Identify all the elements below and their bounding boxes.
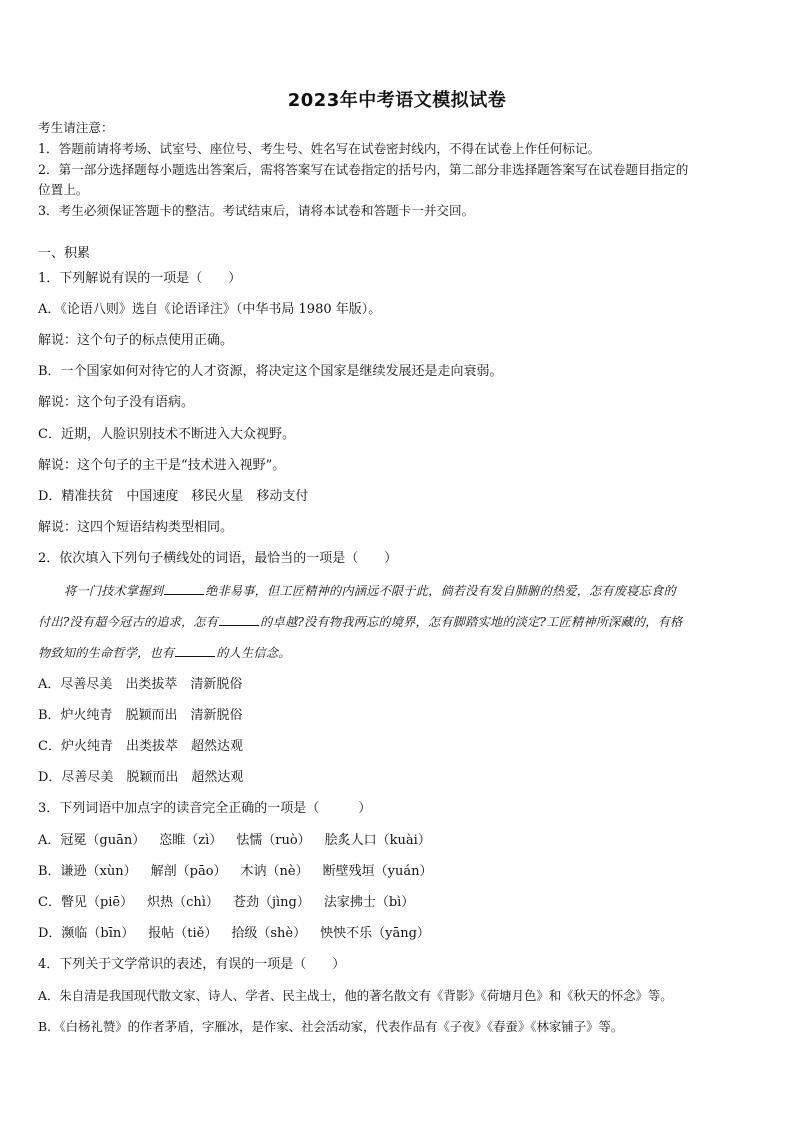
q1-note-c: 解说：这个句子的主干是“技术进入视野”。 — [38, 458, 286, 473]
q1-note-b: 解说：这个句子没有语病。 — [38, 395, 195, 410]
q3-word: 拾级（shè） — [231, 926, 307, 941]
q3-word: 恣睢（zì） — [159, 833, 223, 848]
q1-option-a: A．《论语八则》选自《论语译注》（中华书局 1980 年版）。 — [38, 302, 382, 317]
q1-stem: 1．下列解说有误的一项是（ ） — [38, 271, 242, 286]
q3-word: 法家拂士（bì） — [323, 895, 415, 910]
q2-option-a: A．尽善尽美 出类拔萃 清新脱俗 — [38, 677, 243, 692]
notice-item-1: 1．答题前请将考场、试室号、座位号、考生号、姓名写在试卷密封线内，不得在试卷上作任何标记。 — [38, 141, 601, 156]
q3-word: 报帖（tiě） — [148, 926, 218, 941]
answer-blank[interactable] — [175, 644, 215, 657]
q2-passage-line-2 — [38, 613, 682, 631]
q3-word: 怯懦（ruò） — [236, 833, 311, 848]
q2-passage-text: 的人生信念。 — [216, 646, 291, 660]
q3-word: 怏怏不乐（yāng） — [320, 926, 430, 941]
q3-word: A．冠冕（guān） — [38, 833, 146, 848]
q1-option-d: D．精准扶贫 中国速度 移民火星 移动支付 — [38, 489, 309, 504]
q2-passage-line-3 — [38, 644, 291, 662]
q3-option-a — [38, 832, 445, 850]
q2-option-d: D．尽善尽美 脱颖而出 超然达观 — [38, 770, 244, 785]
section-heading: 一、积累 — [38, 246, 91, 261]
q4-option-b: B．《白杨礼赞》的作者茅盾，字雁冰，是作家、社会活动家，代表作品有《子夜》《春蚕》《林家铺子》等。 — [38, 1019, 624, 1034]
q2-passage-line-1 — [64, 582, 676, 600]
q4-option-a: A．朱自清是我国现代散文家、诗人、学者、民主战士，他的著名散文有《背影》《荷塘月色》和《秋天的怀念》等。 — [38, 988, 673, 1003]
q1-option-c: C．近期，人脸识别技术不断进入大众视野。 — [38, 427, 295, 442]
q3-word: 解剖（pāo） — [150, 864, 227, 879]
q2-option-c: C．炉火纯青 出类拔萃 超然达观 — [38, 739, 243, 754]
notice-item-2-cont: 位置上。 — [38, 182, 89, 197]
q3-word: 木讷（nè） — [240, 864, 309, 879]
notice-item-3: 3．考生必须保证答题卡的整洁。考试结束后，请将本试卷和答题卡一并交回。 — [38, 203, 475, 218]
q1-note-a: 解说：这个句子的标点使用正确。 — [38, 333, 234, 348]
q3-word: 炽热（chì） — [147, 895, 219, 910]
q3-option-d — [38, 925, 444, 943]
q3-stem: 3．下列词语中加点字的读音完全正确的一项是（ ） — [38, 801, 372, 816]
q2-passage-text: 物致知的生命哲学，也有 — [38, 646, 175, 660]
q3-word: D．濒临（bīn） — [38, 926, 135, 941]
answer-blank[interactable] — [164, 582, 204, 595]
q2-stem: 2．依次填入下列句子横线处的词语，最恰当的一项是（ ） — [38, 551, 398, 566]
q1-note-d: 解说：这四个短语结构类型相同。 — [38, 520, 234, 535]
q3-word: 断壁残垣（yuán） — [322, 864, 433, 879]
q3-word: 脍炙人口（kuài） — [324, 833, 431, 848]
q3-option-b — [38, 863, 446, 881]
notice-item-2: 2．第一部分选择题每小题选出答案后，需将答案写在试卷指定的括号内，第二部分非选择题答案写在试卷题目指定的 — [38, 162, 689, 177]
exam-title: 2023年中考语文模拟试卷 — [287, 90, 507, 111]
q3-word: 苍劲（jìng） — [232, 895, 310, 910]
answer-blank[interactable] — [219, 613, 259, 626]
q2-passage-text: 绝非易事，但工匠精神的内涵远不限于此，倘若没有发自肺腑的热爱，怎有废寝忘食的 — [205, 584, 676, 598]
q3-word: B．谦逊（xùn） — [38, 864, 137, 879]
q2-option-b: B．炉火纯青 脱颖而出 清新脱俗 — [38, 708, 243, 723]
q3-word: C．瞥见（piē） — [38, 895, 134, 910]
q3-option-c — [38, 894, 428, 912]
notice-heading: 考生请注意： — [38, 120, 114, 135]
q2-passage-text: 的卓越?没有物我两忘的境界，怎有脚踏实地的淡定?工匠精神所深藏的，有格 — [260, 615, 683, 629]
q2-passage-text: 将一门技术掌握到 — [64, 584, 164, 598]
q1-option-b: B．一个国家如何对待它的人才资源，将决定这个国家是继续发展还是走向衰弱。 — [38, 364, 503, 379]
q2-passage-text: 付出?没有超今冠古的追求，怎有 — [38, 615, 219, 629]
q4-stem: 4．下列关于文学常识的表述，有误的一项是（ ） — [38, 957, 346, 972]
